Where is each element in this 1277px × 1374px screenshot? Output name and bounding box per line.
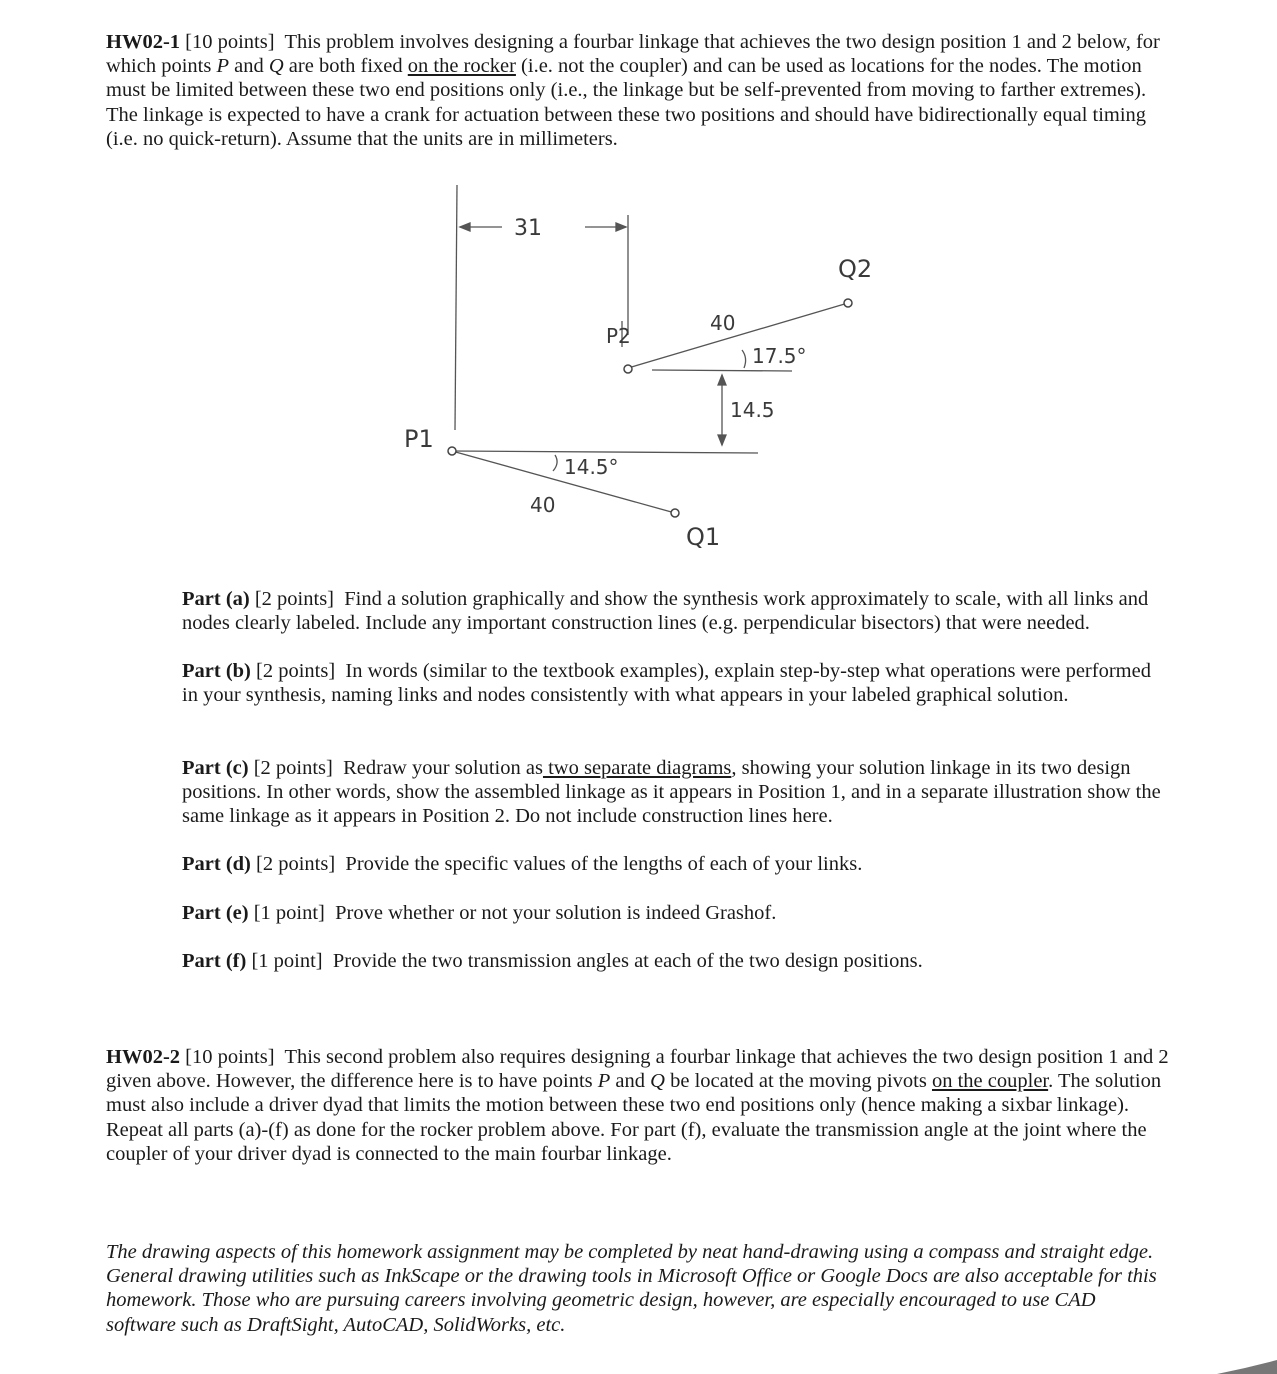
part-points: [2 points] [256, 853, 336, 875]
dim-31-label: 31 [514, 216, 542, 241]
part-text: Provide the two transmission angles at each of the two design positions. [332, 950, 923, 972]
part-f [182, 949, 1167, 973]
horizontal-ref-1 [452, 451, 758, 453]
part-points: [1 point] [251, 950, 323, 972]
underlined-phrase: on the rocker [407, 55, 516, 78]
part-points: [2 points] [253, 757, 333, 779]
label-p1: P1 [404, 425, 434, 453]
part-text: Prove whether or not your solution is indeed Grashof. [335, 902, 777, 924]
label-q2: Q2 [838, 255, 873, 283]
dim-vertical-label: 14.5 [730, 398, 775, 422]
point-q: Q [650, 1070, 665, 1093]
point-q: Q [268, 55, 284, 78]
node-p1 [448, 447, 456, 455]
part-label: Part (b) [182, 660, 251, 682]
problem-points: [10 points] [185, 31, 275, 53]
node-q2 [844, 299, 852, 307]
part-text: Find a solution graphically and show the synthesis work approximately to scale, with all links and nodes clearly labeled. Include any important construction lines (e.g. perpendicular bisectors) that were needed. [182, 588, 1149, 635]
underlined-phrase: on the coupler [931, 1070, 1049, 1093]
underlined-phrase: two separate diagrams [542, 757, 732, 779]
part-label: Part (f) [182, 950, 247, 972]
point-p: P [216, 55, 229, 78]
label-q1: Q1 [686, 523, 721, 551]
part-text: Provide the specific values of the lengths of each of your links. [345, 853, 863, 875]
part-points: [1 point] [253, 902, 325, 924]
part-text: Redraw your solution as [343, 757, 543, 779]
part-text: In words (similar to the textbook examples), explain step-by-step what operations were performed in your synthesis, naming links and nodes consistently with what appears in your labeled graphical solution. [182, 660, 1151, 707]
problem-hw02-2 [106, 1045, 1176, 1166]
problem-text: are both fixed [283, 55, 408, 78]
angle-arc-2 [742, 350, 746, 368]
part-a [182, 587, 1167, 635]
part-c [182, 756, 1167, 829]
problem-title: HW02-2 [106, 1046, 181, 1068]
conjunction: and [610, 1070, 651, 1093]
problem-title: HW02-1 [106, 31, 181, 53]
part-label: Part (c) [182, 757, 249, 779]
label-p2: P2 [606, 324, 631, 348]
conjunction: and [229, 55, 269, 78]
part-points: [2 points] [254, 588, 335, 610]
page-curl-decoration [1217, 1360, 1277, 1374]
part-text: , showing your solution linkage in its two design positions. In other words, show the assembled linkage as it appears in Position 1, and in a separate illustration show the same linkage as it appears in Position 2. Do not include construction lines here. [182, 757, 1161, 828]
part-d [182, 852, 1167, 876]
problem-hw02-1 [106, 30, 1176, 151]
part-b [182, 659, 1167, 707]
problem-points: [10 points] [185, 1046, 275, 1068]
angle-label-2: 17.5° [752, 344, 807, 368]
problem-text: This problem involves designing a fourbar linkage that achieves the two design position 1 and 2 below, for which points [106, 31, 1160, 78]
node-p2 [624, 365, 632, 373]
problem-text: This second problem also requires designing a fourbar linkage that achieves the two design position 1 and 2 given above. However, the difference here is to have points [106, 1046, 1169, 1093]
part-label: Part (d) [182, 853, 251, 875]
problem-text: be located at the moving pivots [664, 1070, 932, 1093]
length-label-2: 40 [710, 311, 736, 335]
horizontal-ref-2 [652, 370, 792, 371]
point-p: P [597, 1070, 611, 1093]
problem-text: . The solution must also include a driver dyad that limits the motion between these two end positions only (hence making a sixbar linkage). Repeat all parts (a)-(f) as done for the rocker problem above. For part (f), evaluate the transmission angle at the joint where the coupler of your driver dyad is connected to the main fourbar linkage. [106, 1070, 1162, 1165]
linkage-figure [390, 175, 890, 565]
drawing-note: The drawing aspects of this homework assignment may be completed by neat hand-drawing using a compass and straight edge. General drawing utilities such as InkScape or the drawing tools in Microsoft Office or Google Docs are also acceptable for this homework. Those who are pursuing careers involving geometric design, however, are especially encouraged to use CAD software such as DraftSight, AutoCAD, SolidWorks, etc. [106, 1241, 1157, 1336]
part-label: Part (e) [182, 902, 249, 924]
angle-label-1: 14.5° [564, 455, 619, 479]
part-points: [2 points] [256, 660, 336, 682]
part-label: Part (a) [182, 588, 250, 610]
part-e [182, 901, 1167, 925]
link-p2-q2 [628, 303, 848, 368]
problem-text: (i.e. not the coupler) and can be used as locations for the nodes. The motion must be limited between these two end positions only (i.e., the linkage but be self-prevented from moving to farther extremes). The linkage is expected to have a crank for actuation between these two positions and should have bidirectionally equal timing (i.e. no quick-return). Assume that the units are in millimeters. [106, 55, 1147, 150]
angle-arc-1 [553, 455, 557, 471]
node-q1 [671, 509, 679, 517]
p1-vertical-line [455, 185, 457, 430]
length-label-1: 40 [530, 493, 556, 517]
